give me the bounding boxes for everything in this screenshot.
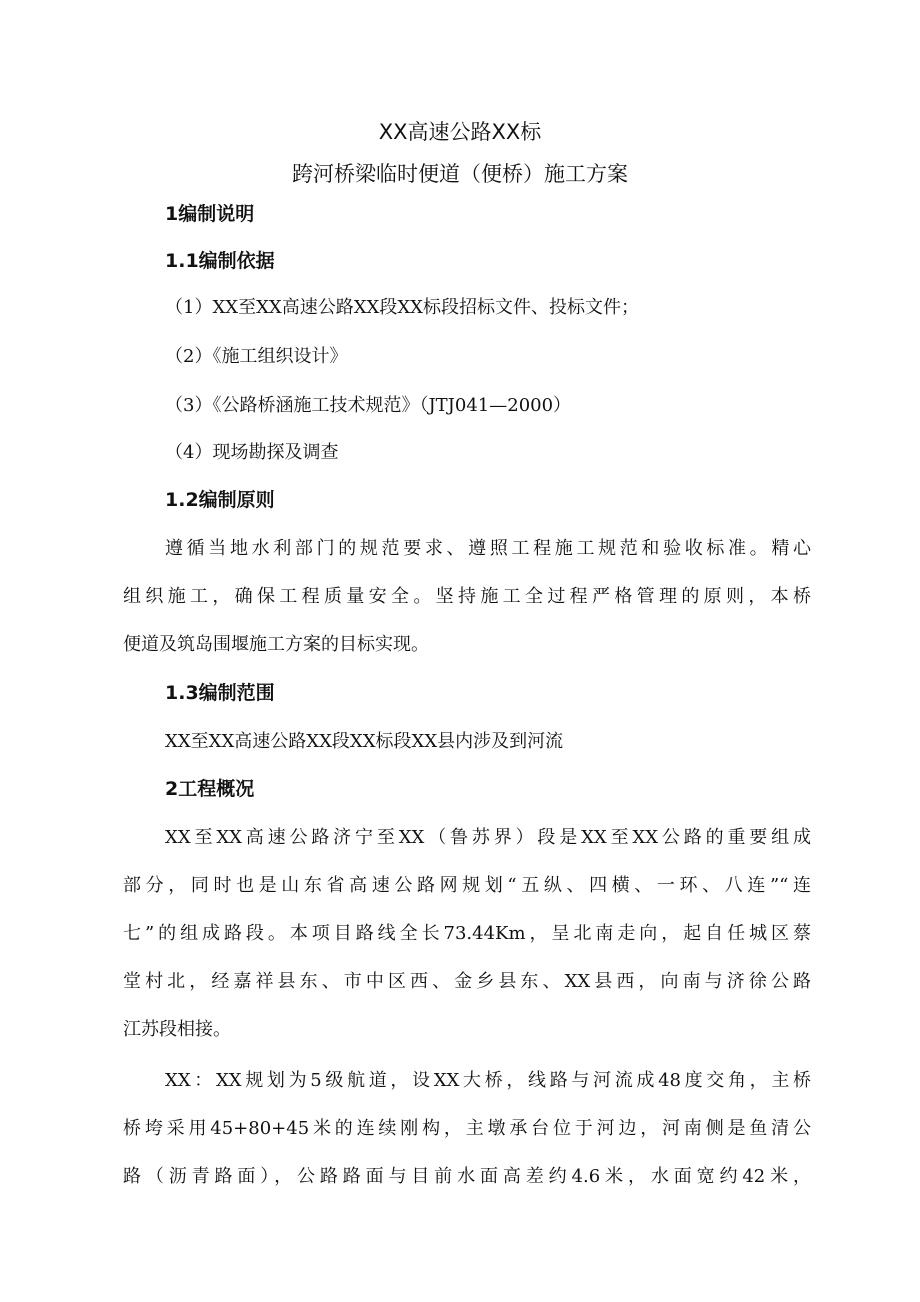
overview-p1-line-4: 堂村北，经嘉祥县东、市中区西、金乡县东、XX县西，向南与济徐公路 bbox=[123, 971, 811, 992]
overview-p2-line-1: XX：XX规划为5级航道，设XX大桥，线路与河流成48度交角，主桥 bbox=[165, 1070, 811, 1091]
principle-line-1: 遵循当地水利部门的规范要求、遵照工程施工规范和验收标准。精心 bbox=[165, 538, 811, 559]
overview-p1-line-2: 部分，同时也是山东省高速公路网规划“五纵、四横、一环、八连”“连 bbox=[123, 875, 811, 896]
principle-line-2: 组织施工，确保工程质量安全。坚持施工全过程严格管理的原则，本桥 bbox=[123, 586, 811, 607]
subsection-heading-1-3: 1.3编制范围 bbox=[165, 682, 275, 704]
overview-p1-line-1: XX至XX高速公路济宁至XX（鲁苏界）段是XX至XX公路的重要组成 bbox=[165, 827, 811, 848]
scope-text: XX至XX高速公路XX段XX标段XX县内涉及到河流 bbox=[165, 731, 564, 752]
overview-p1-line-5: 江苏段相接。 bbox=[123, 1019, 231, 1040]
doc-title-line2: 跨河桥梁临时便道（便桥）施工方案 bbox=[292, 162, 628, 186]
overview-p2-line-2: 桥垮采用45+80+45米的连续刚构，主墩承台位于河边，河南侧是鱼清公 bbox=[123, 1118, 811, 1139]
overview-p2-line-3: 路（沥青路面），公路路面与目前水面高差约4.6米，水面宽约42米， bbox=[123, 1166, 811, 1187]
basis-item-1: （1）XX至XX高速公路XX段XX标段招标文件、投标文件； bbox=[165, 297, 639, 318]
principle-line-3: 便道及筑岛围堰施工方案的目标实现。 bbox=[123, 634, 429, 655]
subsection-heading-1-2: 1.2编制原则 bbox=[165, 489, 275, 511]
overview-p1-line-3: 七”的组成路段。本项目路线全长73.44Km，呈北南走向，起自任城区蔡 bbox=[123, 923, 811, 944]
section-heading-1: 1编制说明 bbox=[165, 203, 255, 225]
basis-item-3: （3）《公路桥涵施工技术规范》（JTJ041—2000） bbox=[165, 395, 572, 416]
doc-title-line1: XX高速公路XX标 bbox=[378, 120, 542, 144]
basis-item-2: （2）《施工组织设计》 bbox=[165, 346, 348, 367]
subsection-heading-1-1: 1.1编制依据 bbox=[165, 250, 275, 272]
section-heading-2: 2工程概况 bbox=[165, 778, 255, 800]
basis-item-4: （4）现场勘探及调查 bbox=[165, 442, 339, 463]
